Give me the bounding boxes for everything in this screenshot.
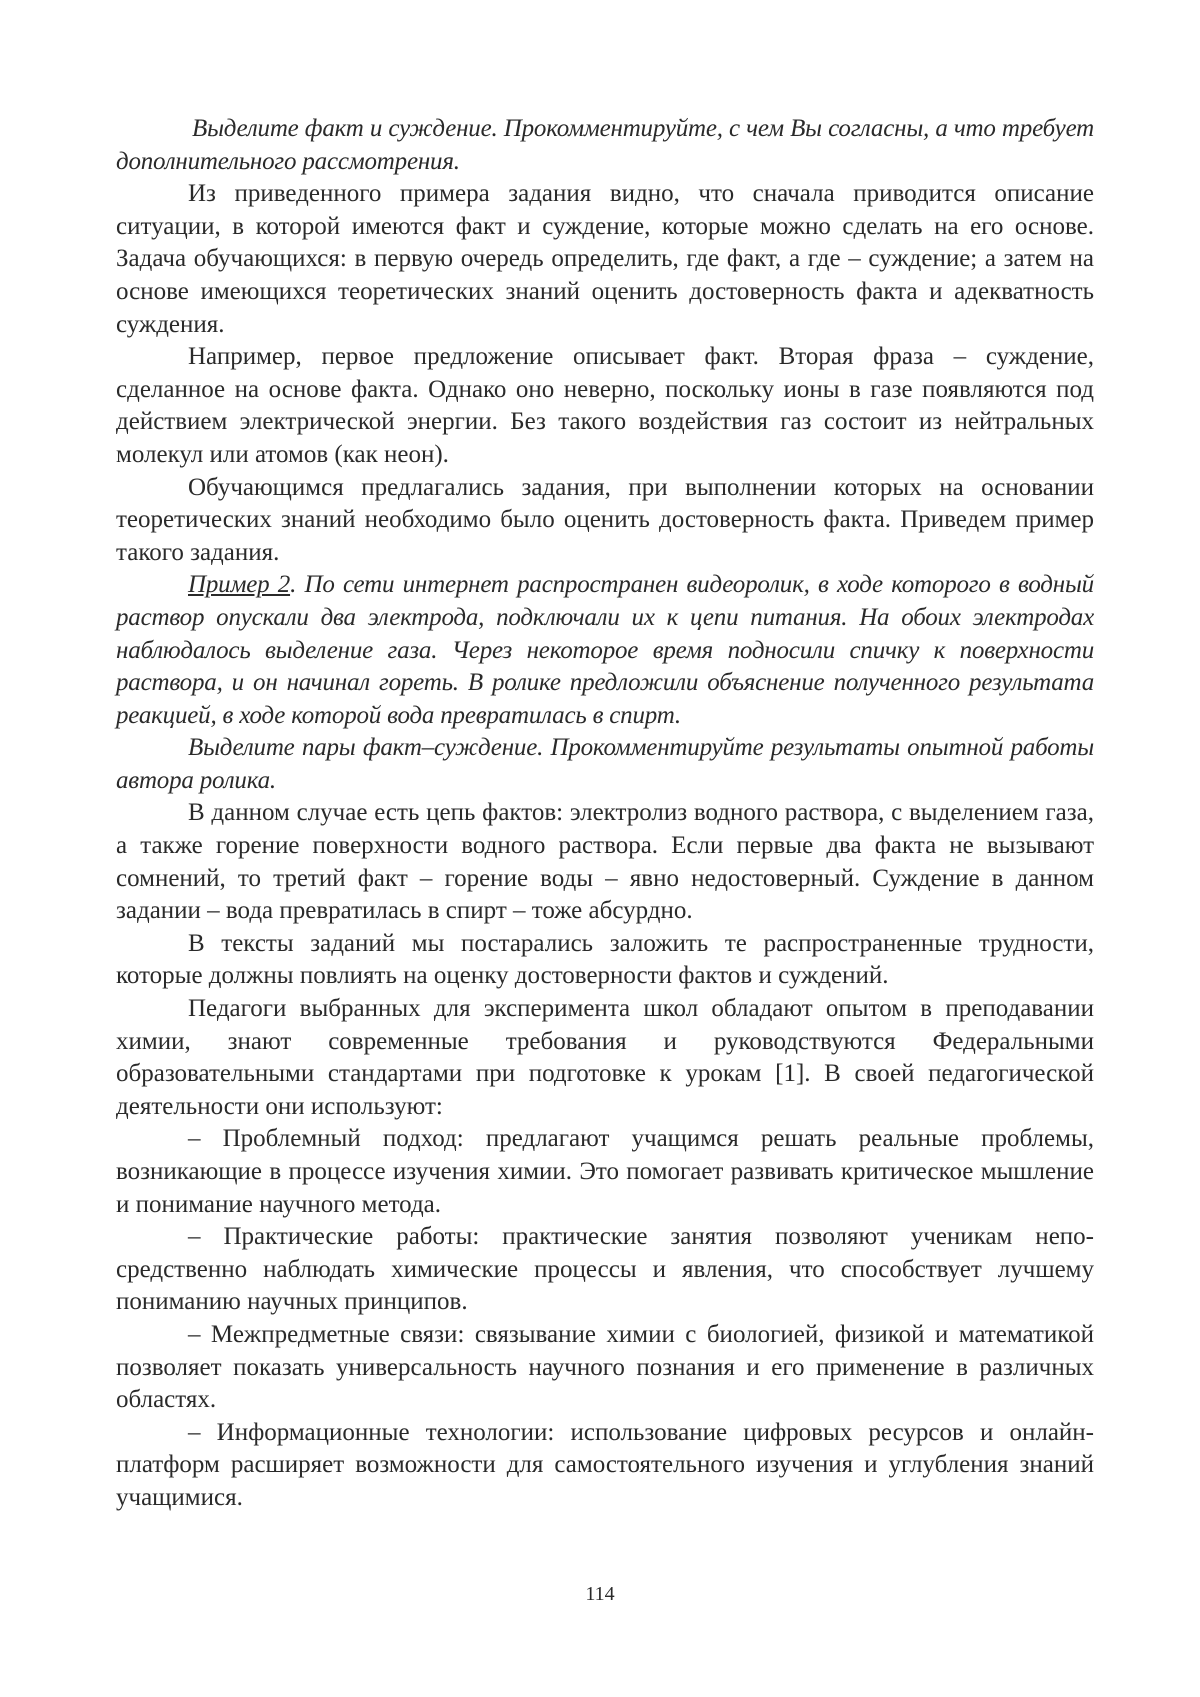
list-item: – Информационные технологии: использование цифровых ресурсов и онлайн-платформ расширяет возможности для самостоятельного изучения и углубления знаний учащимися. — [116, 1418, 1094, 1511]
paragraph-task-instruction: Выделите пары факт–суждение. Прокомментируйте результаты опытной работы автора ролика. — [116, 734, 1094, 794]
example-text: . По сети интернет распространен видеоролик, в ходе которого в водный раствор опускали два электрода, подключали их к цепи питания. На обоих электродах наблюдалось выделение газа. Через некоторое время подносили спичку к поверхности раствора, и он начинал гореть. В ролике предложили объяснение полученного результата реакцией, в ходе которой вода превратилась в спирт. — [116, 571, 1094, 729]
list-item: – Межпредметные связи: связывание химии с биологией, физикой и математикой позволяет показать универсальность научного познания и его применение в различных областях. — [116, 1320, 1094, 1414]
paragraph: В данном случае есть цепь фактов: электролиз водного раствора, с выделением газа, а также горение поверхности водного раствора. Если первые два факта не вызывают сомнений, то третий факт – горение воды – явно недостоверный. Суждение в данном задании – вода превратилась в спирт – тоже абсурдно. — [116, 799, 1094, 925]
list-item: – Проблемный подход: предлагают учащимся решать реальные проблемы, возникающие в процессе изучения химии. Это помогает развивать критическое мышление и понимание научного метода. — [116, 1125, 1094, 1218]
paragraph: Например, первое предложение описывает факт. Вторая фраза – суждение, сделанное на основе факта. Однако оно неверно, поскольку ионы в газе появляются под действием электрической энергии. Без такого воздействия газ состоит из нейтральных молекул или атомов (как неон). — [116, 343, 1094, 468]
paragraph: Из приведенного примера задания видно, что сначала приводится описание ситуации, в которой имеются факт и суждение, которые можно сделать на его основе. Задача обучающихся: в первую очередь определить, где факт, а где – суждение; а затем на основе имеющихся теоретических знаний оценить достоверность факта и адекватность суждения. — [116, 180, 1094, 338]
paragraph: Обучающимся предлагались задания, при выполнении которых на основании теоретических знаний необходимо было оценить достоверность факта. Приведем пример такого задания. — [116, 473, 1094, 566]
paragraph: В тексты заданий мы постарались заложить те распространенные трудности, которые должны повлиять на оценку достоверности фактов и суждений. — [116, 929, 1094, 990]
paragraph: Педагоги выбранных для эксперимента школ обладают опытом в преподавании химии, знают современные требования и руководствуются Федеральными образовательными стандартами при подготовке к урокам [1]. В своей педагогической деятельности они используют: — [116, 995, 1094, 1120]
page-number: 114 — [585, 1583, 615, 1605]
paragraph-example-2 — [116, 569, 1094, 732]
list-item: – Практические работы: практические занятия позволяют ученикам непосредственно наблюдать химические процессы и явления, что способствует лучшему пониманию научных принципов. — [116, 1223, 1094, 1316]
paragraph-task-instruction: Выделите факт и суждение. Прокомментируйте, с чем Вы согласны, а что требует дополнительного рассмотрения. — [116, 115, 1094, 175]
example-label: Пример 2 — [188, 571, 291, 599]
body-text — [116, 113, 1094, 1515]
